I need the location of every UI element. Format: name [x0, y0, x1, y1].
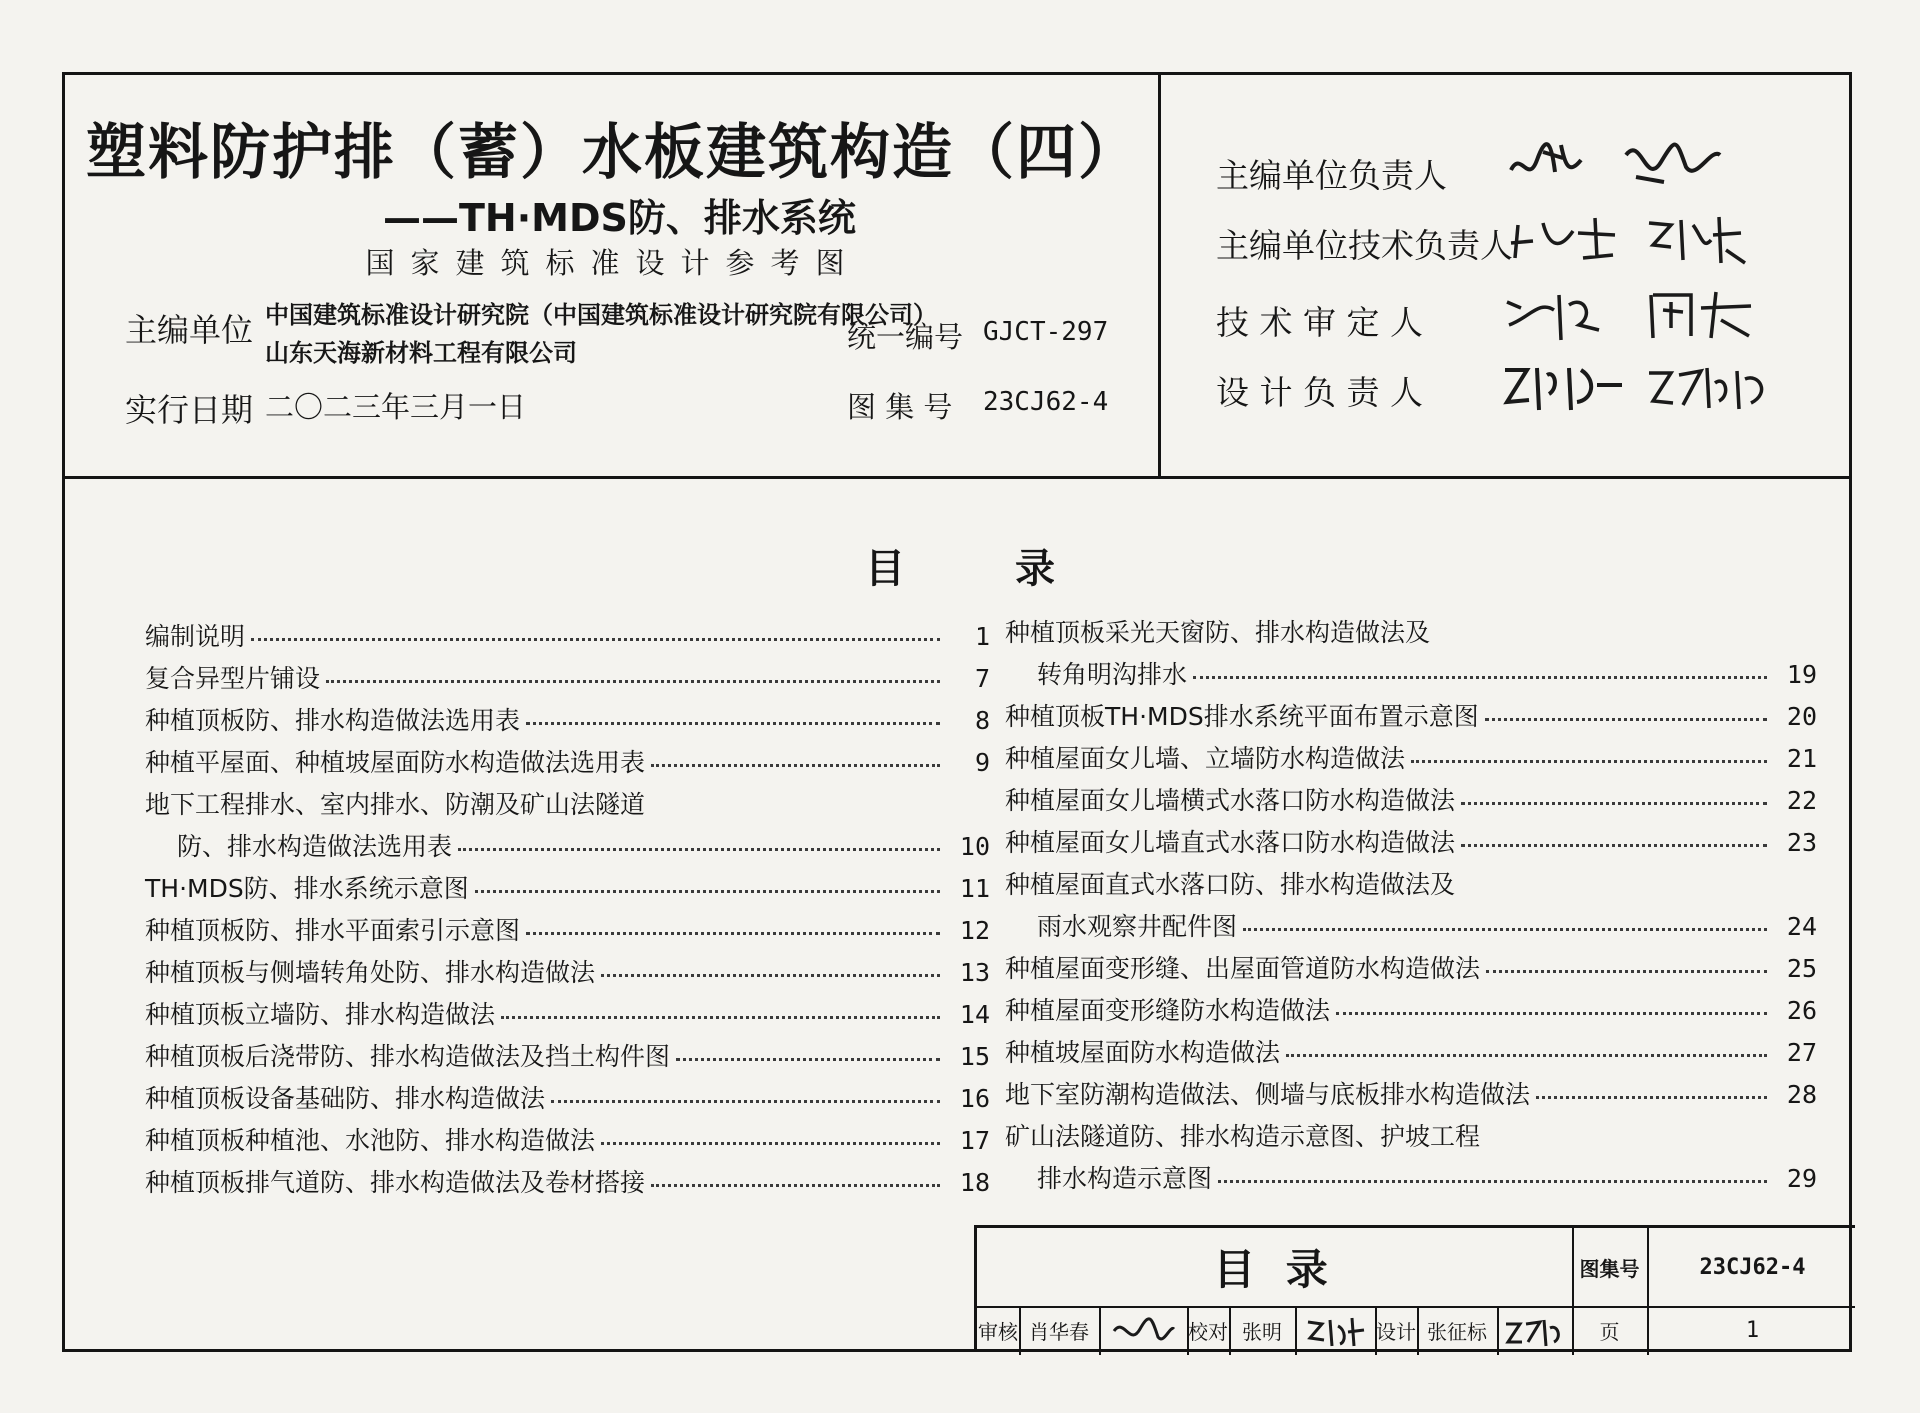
header-info: [65, 75, 1161, 479]
signature-drawing: [1499, 280, 1609, 350]
designer-name: 张征标: [1427, 1320, 1487, 1344]
toc-entry[interactable]: 种植坡屋面防水构造做法 27: [1005, 1038, 1817, 1067]
design-label: 设计: [1376, 1320, 1416, 1344]
checker-name: 张明: [1242, 1320, 1282, 1344]
toc-entry-line1[interactable]: 矿山法隧道防、排水构造示意图、护坡工程: [1005, 1122, 1481, 1151]
signature-drawing: [1641, 353, 1781, 418]
code-value: GJCT-297: [983, 317, 1109, 347]
title-block-atlas-label: 图集号: [1579, 1256, 1640, 1281]
date-label: 实行日期: [125, 391, 254, 429]
atlas-label: 图 集 号: [847, 390, 953, 424]
signature-drawing: [1503, 203, 1623, 268]
signature-drawing: [1641, 280, 1761, 345]
toc-heading-right: 录: [1015, 546, 1055, 592]
reference-note: 国家建筑标准设计参考图: [365, 246, 861, 280]
toc-entry[interactable]: 地下室防潮构造做法、侧墙与底板排水构造做法 28: [1005, 1080, 1817, 1109]
toc-entry[interactable]: 种植屋面变形缝防水构造做法 26: [1005, 996, 1817, 1025]
editor-unit-2: 山东天海新材料工程有限公司: [265, 339, 577, 367]
page-label: 页: [1599, 1320, 1620, 1344]
toc-entry-line2[interactable]: 雨水观察井配件图 24: [1037, 912, 1817, 941]
role-design-lead: 设 计 负 责 人: [1216, 373, 1423, 412]
toc-entry[interactable]: 种植屋面女儿墙、立墙防水构造做法 21: [1005, 744, 1817, 773]
signature-drawing: [1503, 130, 1588, 200]
role-tech-approver: 技 术 审 定 人: [1216, 303, 1423, 342]
reviewer-name: 肖华春: [1029, 1320, 1089, 1344]
toc-entry[interactable]: 种植顶板TH·MDS排水系统平面布置示意图 20: [1005, 702, 1817, 731]
editor-unit-1: 中国建筑标准设计研究院（中国建筑标准设计研究院有限公司）: [265, 301, 937, 329]
toc-entry-line1[interactable]: 地下工程排水、室内排水、防潮及矿山法隧道: [145, 790, 646, 819]
toc-left-column: [145, 617, 990, 1205]
signature-drawing: [1641, 205, 1751, 270]
toc-entry-line1[interactable]: 种植顶板采光天窗防、排水构造做法及: [1005, 618, 1431, 647]
toc-entry-line2[interactable]: 防、排水构造做法选用表 10: [177, 832, 990, 861]
drawing-sheet: [62, 72, 1852, 1352]
toc-entry[interactable]: 编制说明 1: [145, 622, 990, 651]
toc-entry-line2[interactable]: 排水构造示意图 29: [1037, 1164, 1817, 1193]
role-tech-lead: 主编单位技术负责人: [1216, 226, 1513, 265]
title-block-atlas-value: 23CJ62-4: [1699, 1254, 1806, 1280]
code-label: 统一编号: [847, 320, 964, 354]
toc-entry[interactable]: 种植顶板后浇带防、排水构造做法及挡土构件图 15: [145, 1042, 990, 1071]
date-value: 二〇二三年三月一日: [265, 390, 527, 424]
toc-entry[interactable]: 种植顶板设备基础防、排水构造做法 16: [145, 1084, 990, 1113]
page-subtitle: ——TH·MDS防、排水系统: [383, 196, 856, 240]
reviewer-signature: [1099, 1306, 1187, 1355]
title-block: [974, 1225, 1855, 1352]
toc-right-column: [1005, 613, 1817, 1201]
toc-entry[interactable]: 种植顶板防、排水平面索引示意图 12: [145, 916, 990, 945]
review-label: 审核: [978, 1320, 1018, 1344]
toc-entry[interactable]: 种植屋面女儿墙横式水落口防水构造做法 22: [1005, 786, 1817, 815]
role-chief-editor: 主编单位负责人: [1216, 156, 1447, 195]
toc-entry[interactable]: 种植顶板立墙防、排水构造做法 14: [145, 1000, 990, 1029]
toc-entry[interactable]: 种植顶板与侧墙转角处防、排水构造做法 13: [145, 958, 990, 987]
toc-entry[interactable]: 种植顶板防、排水构造做法选用表 8: [145, 706, 990, 735]
page-title: 塑料防护排（蓄）水板建筑构造（四）: [86, 118, 1140, 188]
page-value: 1: [1745, 1318, 1760, 1343]
editor-label: 主编单位: [125, 311, 254, 349]
signature-drawing: [1616, 127, 1726, 197]
title-block-name: 目 录: [1213, 1245, 1336, 1294]
toc-entry[interactable]: 种植屋面变形缝、出屋面管道防水构造做法 25: [1005, 954, 1817, 983]
toc-entry[interactable]: 复合异型片铺设 7: [145, 664, 990, 693]
toc-entry[interactable]: 种植顶板排气道防、排水构造做法及卷材搭接 18: [145, 1168, 990, 1197]
toc-heading-left: 目: [865, 546, 905, 592]
toc-entry[interactable]: 种植平屋面、种植坡屋面防水构造做法选用表 9: [145, 748, 990, 777]
checker-signature: [1295, 1306, 1375, 1355]
approval-panel: [1161, 75, 1849, 479]
toc-entry-line1[interactable]: 种植屋面直式水落口防、排水构造做法及: [1005, 870, 1456, 899]
toc-entry[interactable]: 种植屋面女儿墙直式水落口防水构造做法 23: [1005, 828, 1817, 857]
atlas-value: 23CJ62-4: [983, 387, 1109, 417]
toc-entry[interactable]: 种植顶板种植池、水池防、排水构造做法 17: [145, 1126, 990, 1155]
toc-entry[interactable]: TH·MDS防、排水系统示意图 11: [145, 874, 990, 903]
designer-signature: [1497, 1306, 1572, 1355]
check-label: 校对: [1188, 1320, 1228, 1344]
signature-drawing: [1497, 350, 1627, 420]
toc-entry-line2[interactable]: 转角明沟排水 19: [1037, 660, 1817, 689]
